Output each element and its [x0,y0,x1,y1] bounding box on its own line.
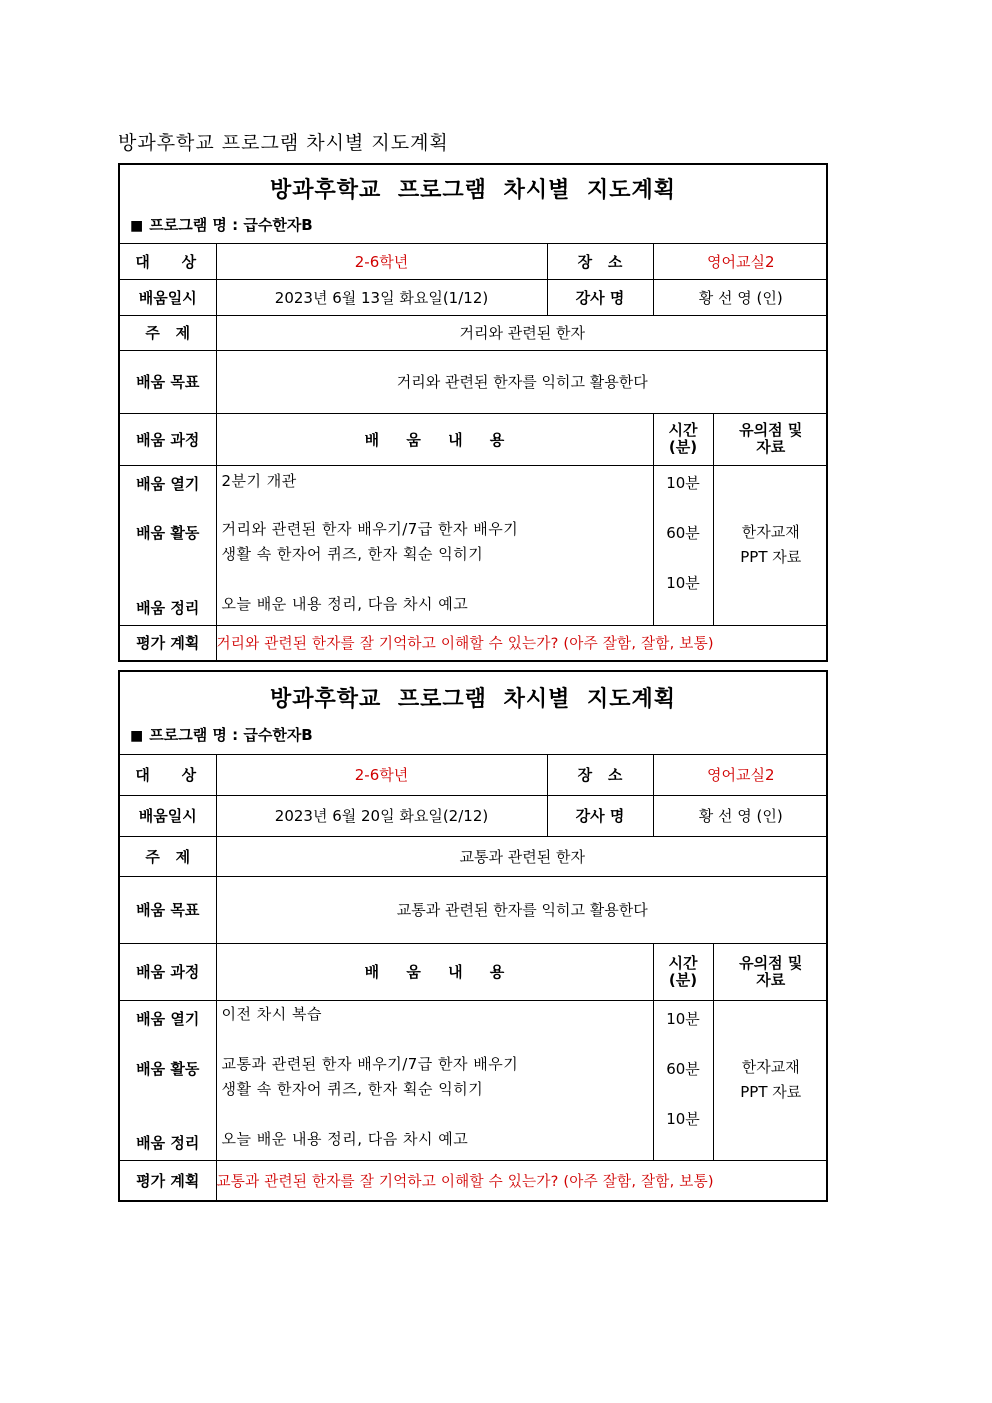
program-name-text: 프로그램 명 : 급수한자B [149,726,313,744]
step-times [653,1000,713,1160]
program-name [130,214,313,235]
topic-label: 주 제 [120,315,216,350]
step-labels [120,465,216,625]
step-time-activity: 60분 [666,1059,700,1078]
date-value: 2023년 6월 13일 화요일(1/12) [216,279,547,315]
target-label: 대 상 [120,755,216,795]
lesson-plan-1 [118,163,828,662]
step-label-wrapup: 배움 정리 [136,1133,200,1152]
plan-header [120,672,826,755]
place-label: 장 소 [547,755,653,795]
plan-header [120,165,826,244]
step-label-open: 배움 열기 [136,1009,200,1028]
step-content-open-line-1: 이전 차시 복습 [221,1004,322,1023]
step-time-wrapup: 10분 [666,1109,700,1128]
step-labels [120,1000,216,1160]
step-contents [216,465,653,625]
place-value: 영어교실2 [653,244,828,279]
content-header: 배 움 내 용 [216,943,653,1000]
place-value: 영어교실2 [653,755,828,795]
step-contents [216,1000,653,1160]
date-label: 배움일시 [120,279,216,315]
note-header [713,943,828,1000]
step-time-open: 10분 [666,473,700,492]
plan-title: 방과후학교 프로그램 차시별 지도계획 [269,177,676,203]
square-bullet-icon: ■ [130,728,144,744]
step-time-wrapup: 10분 [666,573,700,592]
target-value: 2-6학년 [216,755,547,795]
date-label: 배움일시 [120,795,216,836]
step-content-activity-line-1: 교통과 관련된 한자 배우기/7급 한자 배우기 [221,1054,519,1073]
plan-table [120,244,828,660]
note-header-line-1: 유의점 및 [739,953,803,972]
target-label: 대 상 [120,244,216,279]
material-item: PPT 자료 [740,1083,802,1101]
materials [713,465,828,625]
teacher-value: 황 선 영 (인) [653,279,828,315]
note-header-line-2: 자료 [756,970,786,989]
step-label-open: 배움 열기 [136,474,200,493]
materials [713,1000,828,1160]
content-header: 배 움 내 용 [216,413,653,465]
step-label-activity: 배움 활동 [136,1059,200,1078]
square-bullet-icon: ■ [130,218,144,234]
note-header-line-2: 자료 [756,438,786,456]
place-label: 장 소 [547,244,653,279]
date-value: 2023년 6월 20일 화요일(2/12) [216,795,547,836]
goal-label: 배움 목표 [120,350,216,413]
step-content-activity-line-2: 생활 속 한자어 퀴즈, 한자 획순 익히기 [221,1079,484,1098]
eval-label: 평가 계획 [120,625,216,660]
time-header-line-2: (분) [668,970,698,989]
step-content-activity-line-2: 생활 속 한자어 퀴즈, 한자 획순 익히기 [221,544,484,563]
time-header-line-1: 시간 [668,421,698,439]
step-content-open-line-1: 2분기 개관 [221,471,297,490]
eval-value: 교통과 관련된 한자를 잘 기억하고 이해할 수 있는가? (아주 잘함, 잘함, 보통) [216,1160,828,1200]
eval-value: 거리와 관련된 한자를 잘 기억하고 이해할 수 있는가? (아주 잘함, 잘함, 보통) [216,625,828,660]
time-header [653,413,713,465]
goal-value: 교통과 관련된 한자를 익히고 활용한다 [216,876,828,943]
teacher-value: 황 선 영 (인) [653,795,828,836]
process-label: 배움 과정 [120,943,216,1000]
material-item: PPT 자료 [740,548,802,566]
material-item: 한자교재 [741,1058,800,1076]
goal-label: 배움 목표 [120,876,216,943]
step-content-wrapup-line-1: 오늘 배운 내용 정리, 다음 차시 예고 [221,1129,469,1148]
eval-label: 평가 계획 [120,1160,216,1200]
target-value: 2-6학년 [216,244,547,279]
teacher-label: 강사 명 [547,279,653,315]
step-content-wrapup-line-1: 오늘 배운 내용 정리, 다음 차시 예고 [221,594,469,613]
goal-value: 거리와 관련된 한자를 익히고 활용한다 [216,350,828,413]
document-heading: 방과후학교 프로그램 차시별 지도계획 [118,132,449,154]
process-label: 배움 과정 [120,413,216,465]
plan-title: 방과후학교 프로그램 차시별 지도계획 [269,686,676,712]
step-time-open: 10분 [666,1009,700,1028]
step-content-activity-line-1: 거리와 관련된 한자 배우기/7급 한자 배우기 [221,519,519,538]
note-header-line-1: 유의점 및 [739,421,803,439]
note-header [713,413,828,465]
lesson-plan-2 [118,670,828,1202]
topic-value: 거리와 관련된 한자 [216,315,828,350]
topic-value: 교통과 관련된 한자 [216,836,828,876]
step-times [653,465,713,625]
time-header-line-2: (분) [668,438,698,456]
step-label-wrapup: 배움 정리 [136,598,200,617]
step-label-activity: 배움 활동 [136,523,200,542]
step-time-activity: 60분 [666,523,700,542]
program-name-text: 프로그램 명 : 급수한자B [149,216,313,234]
program-name [130,724,313,745]
teacher-label: 강사 명 [547,795,653,836]
material-item: 한자교재 [741,523,800,541]
plan-table [120,755,828,1200]
time-header-line-1: 시간 [668,953,698,972]
topic-label: 주 제 [120,836,216,876]
time-header [653,943,713,1000]
